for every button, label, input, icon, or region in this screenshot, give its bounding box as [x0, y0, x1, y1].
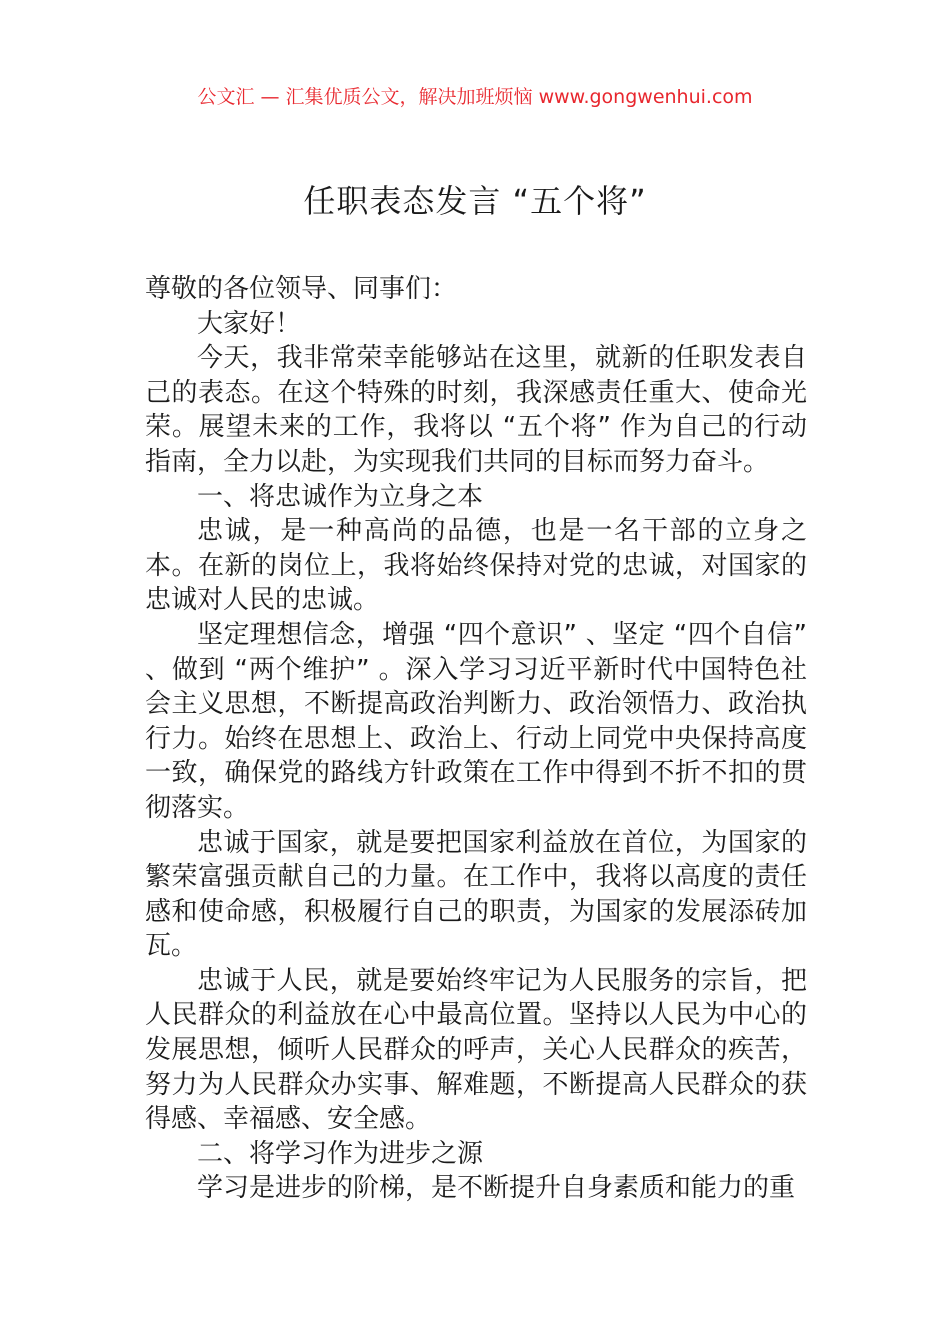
paragraph: 忠诚于人民，就是要始终牢记为人民服务的宗旨，把人民群众的利益放在心中最高位置。坚持以人民为中心的发展思想，倾听人民群众的呼声，关心人民群众的疾苦，努力为人民群众办实事、解难题，不断提高人民群众的获得感、幸福感、安全感。	[145, 965, 807, 1135]
salutation: 尊敬的各位领导、同事们：	[145, 274, 458, 304]
watermark-header: 公文汇 — 汇集优质公文，解决加班烦恼 www.gongwenhui.com	[197, 86, 753, 108]
paragraph: 忠诚，是一种高尚的品德，也是一名干部的立身之本。在新的岗位上，我将始终保持对党的忠诚，对国家的忠诚对人民的忠诚。	[145, 516, 807, 616]
paragraph: 忠诚于国家，就是要把国家利益放在首位，为国家的繁荣富强贡献自己的力量。在工作中，我将以高度的责任感和使命感，积极履行自己的职责，为国家的发展添砖加瓦。	[145, 827, 807, 962]
document-body	[145, 272, 807, 1206]
paragraph: 坚定理想信念，增强 “四个意识” 、坚定 “四个自信” 、做到 “两个维护” 。深入学习习近平新时代中国特色社会主义思想，不断提高政治判断力、政治领悟力、政治执行力。始终在思想上、政治上、行动上同党中央保持高度一致，确保党的路线方针政策在工作中得到不折不扣的贯彻落实。	[145, 619, 807, 823]
intro-paragraph: 今天，我非常荣幸能够站在这里，就新的任职发表自己的表态。在这个特殊的时刻，我深感责任重大、使命光荣。展望未来的工作，我将以 “五个将” 作为自己的行动指南，全力以赴，为实现我们共同的目标而努力奋斗。	[145, 343, 807, 477]
section-heading-1: 一、将忠诚作为立身之本	[197, 481, 484, 512]
greeting: 大家好！	[197, 308, 302, 339]
paragraph: 学习是进步的阶梯，是不断提升自身素质和能力的重	[197, 1173, 796, 1204]
document-title: 任职表态发言 “五个将”	[303, 182, 647, 220]
section-heading-2: 二、将学习作为进步之源	[197, 1138, 484, 1169]
